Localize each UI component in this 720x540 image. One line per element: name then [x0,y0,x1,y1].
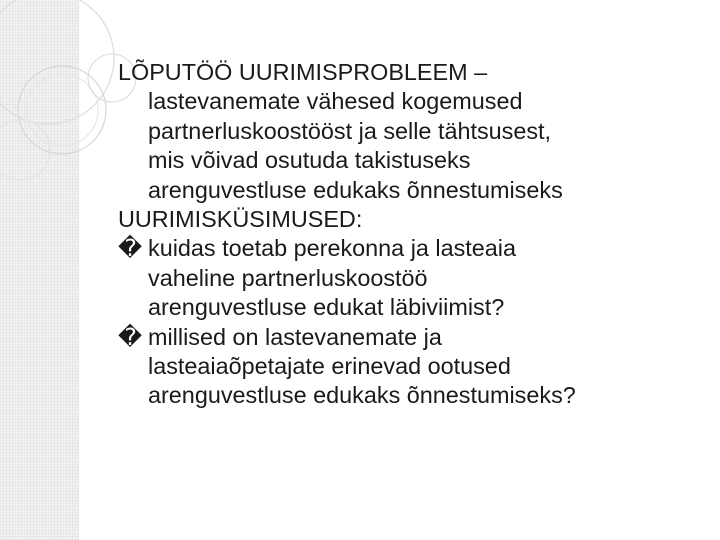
bullet-icon: � [118,235,142,262]
problem-line: lastevanemate vähesed kogemused [148,88,523,115]
question-line: lasteaiaõpetajate erinevad ootused [148,353,511,380]
bullet-icon: � [118,323,142,350]
questions-heading: UURIMISKÜSIMUSED: [118,206,363,233]
question-text: millised on lastevanemate ja [148,323,442,350]
slide-body [118,58,710,411]
problem-line: partnerluskoostööst ja selle tähtsusest, [148,117,552,144]
question-item [118,323,710,352]
problem-line: arenguvestluse edukaks õnnestumiseks [148,176,563,203]
question-line: vaheline partnerluskoostöö [148,264,428,291]
question-item [118,234,710,263]
problem-title: LÕPUTÖÖ UURIMISPROBLEEM – [118,59,488,85]
question-text: kuidas toetab perekonna ja lasteaia [148,235,517,262]
question-line: arenguvestluse edukat läbiviimist? [148,294,505,321]
problem-line: mis võivad osutuda takistuseks [148,147,471,174]
question-line: arenguvestluse edukaks õnnestumiseks? [148,382,576,409]
